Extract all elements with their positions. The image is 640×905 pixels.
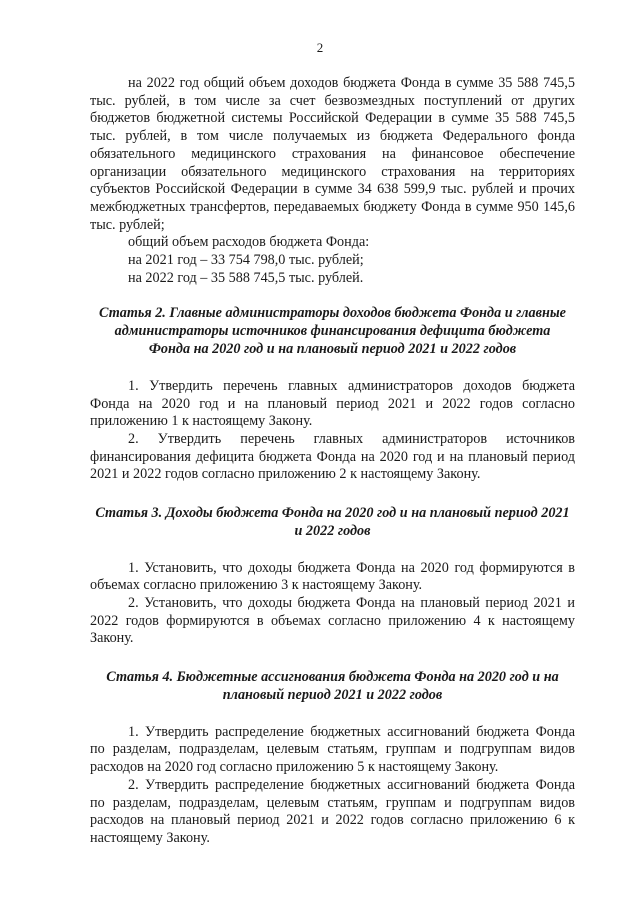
- article-2-paragraph-1: 1. Утвердить перечень главных администраторов доходов бюджета Фонда на 2020 год и на плановый период 2021 и 2022 годов согласно приложению 1 к настоящему Закону.: [90, 377, 575, 430]
- document-body: [90, 75, 575, 848]
- article-4-heading: Статья 4. Бюджетные ассигнования бюджета Фонда на 2020 год и на плановый период 2021 и 2022 годов: [106, 669, 559, 703]
- article-4-paragraph-2: 2. Утвердить распределение бюджетных ассигнований бюджета Фонда по разделам, подразделам, целевым статьям, группам и подгруппам видов расходов на плановый период 2021 и 2022 годов согласно приложению 6 к настоящему Закону.: [90, 776, 575, 846]
- article-2-paragraph-2: 2. Утвердить перечень главных администраторов источников финансирования дефицита бюджета Фонда на 2020 год и на плановый период 2021 и 2022 годов согласно приложению 2 к настоящему Закону.: [90, 430, 575, 483]
- intro-paragraph-expenses-2022: на 2022 год – 35 588 745,5 тыс. рублей.: [128, 269, 364, 286]
- page-number: 2: [316, 40, 324, 55]
- article-3-paragraph-1: 1. Установить, что доходы бюджета Фонда на 2020 год формируются в объемах согласно приложению 3 к настоящему Закону.: [90, 559, 575, 594]
- article-3-heading: Статья 3. Доходы бюджета Фонда на 2020 год и на плановый период 2021 и 2022 годов: [95, 505, 570, 539]
- intro-paragraph-revenue: на 2022 год общий объем доходов бюджета Фонда в сумме 35 588 745,5 тыс. рублей, в том числе за счет безвозмездных поступлений от других бюджетов бюджетной системы Российской Федерации в сумме 35 588 745,5 тыс. рублей, в том числе получаемых из бюджета Федерального фонда обязательного медицинского страхования на финансовое обеспечение организации обязательного медицинского страхования на территориях субъектов Российской Федерации в сумме 34 638 599,9 тыс. рублей и прочих межбюджетных трансфертов, передаваемых бюджету Фонда в сумме 950 145,6 тыс. рублей;: [90, 75, 575, 233]
- article-3-paragraph-2: 2. Установить, что доходы бюджета Фонда на плановый период 2021 и 2022 годов формируются в объемах согласно приложению 4 к настоящему Закону.: [90, 595, 575, 647]
- intro-paragraph-expenses-2021: на 2021 год – 33 754 798,0 тыс. рублей;: [128, 252, 364, 269]
- article-2-heading: Статья 2. Главные администраторы доходов бюджета Фонда и главные администраторы источников финансирования дефицита бюджета Фонда на 2020 год и на плановый период 2021 и 2022 годов: [99, 305, 566, 358]
- intro-paragraph-expenses-title: общий объем расходов бюджета Фонда:: [128, 234, 370, 251]
- article-4-paragraph-1: 1. Утвердить распределение бюджетных ассигнований бюджета Фонда по разделам, подразделам, целевым статьям, группам и подгруппам видов расходов на 2020 год согласно приложению 5 к настоящему Закону.: [90, 723, 575, 776]
